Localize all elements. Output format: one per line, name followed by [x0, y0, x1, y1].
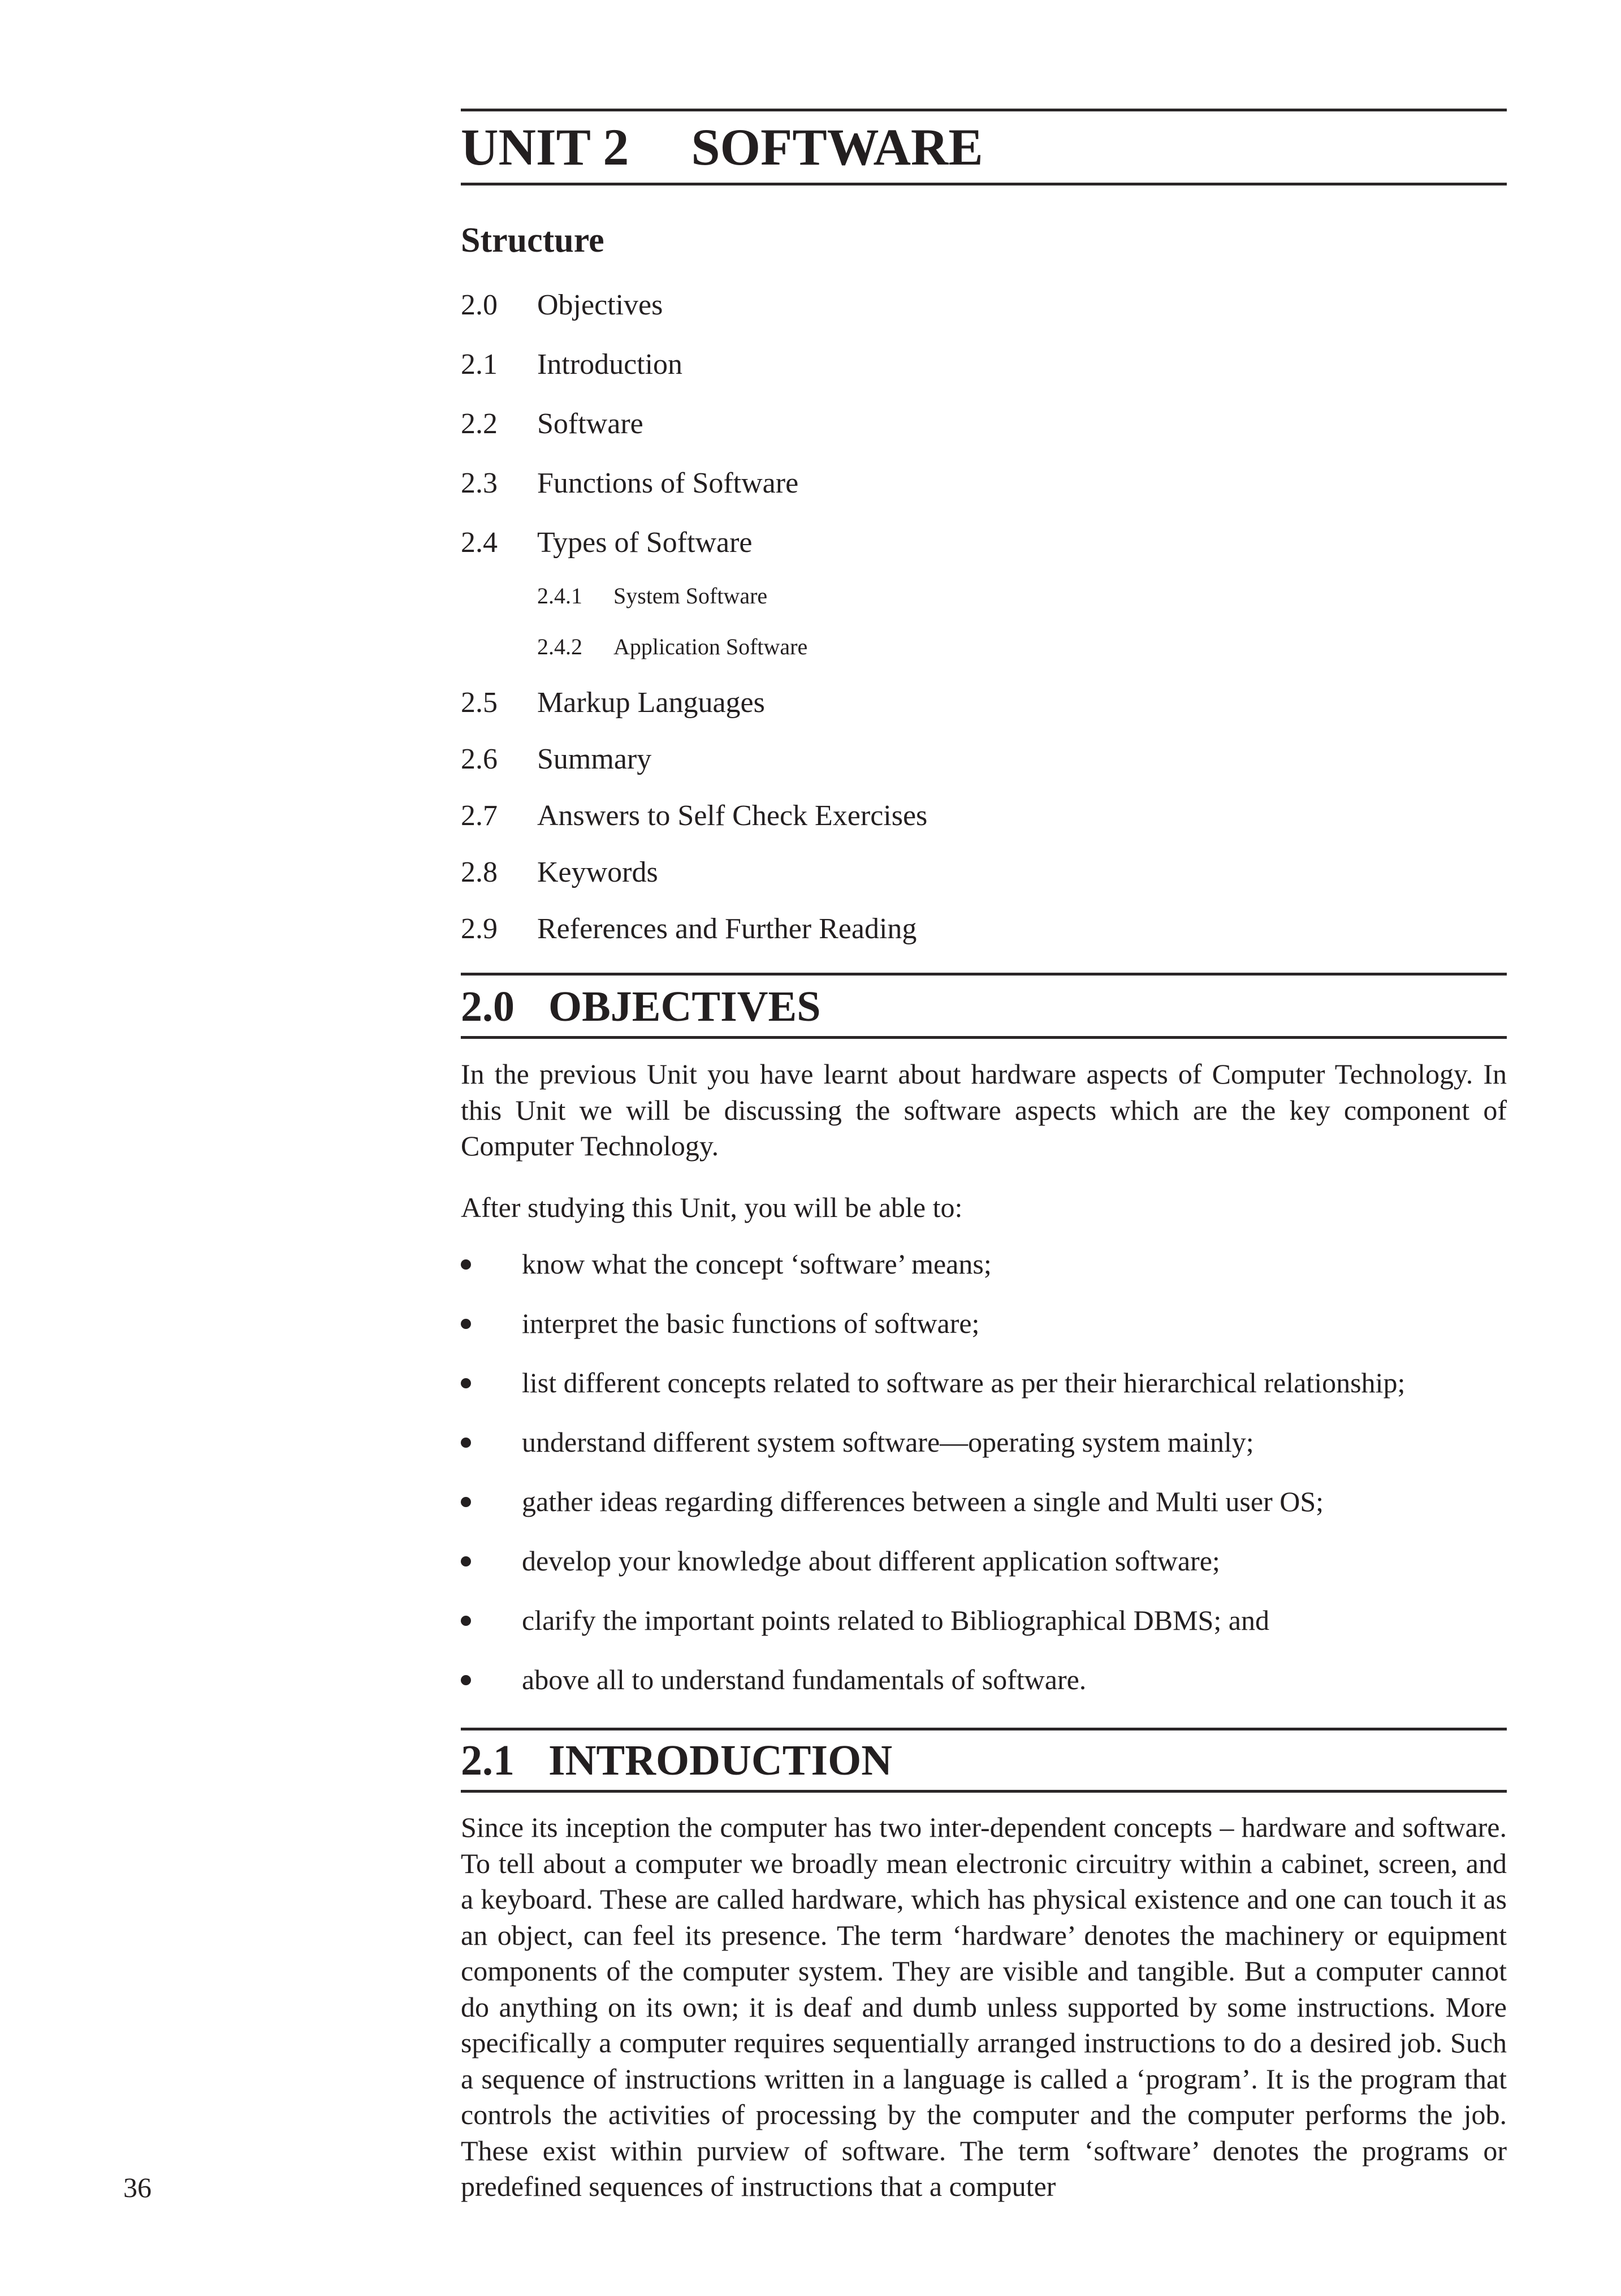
toc-subitem-number: 2.4.1	[537, 583, 582, 608]
bullet-icon	[461, 1556, 471, 1566]
objective-text: interpret the basic functions of software;	[522, 1307, 980, 1339]
toc-item-number: 2.3	[461, 467, 498, 499]
objective-text: gather ideas regarding differences between a single and Multi user OS;	[522, 1486, 1324, 1517]
section-title: INTRODUCTION	[548, 1737, 893, 1784]
toc-item-label: Introduction	[537, 348, 683, 381]
objective-text: above all to understand fundamentals of software.	[522, 1664, 1087, 1695]
page-number: 36	[123, 2172, 152, 2203]
toc-item-label: Summary	[537, 743, 652, 775]
toc-item-label: Types of Software	[537, 526, 753, 559]
objective-text: know what the concept ‘software’ means;	[522, 1248, 992, 1280]
bullet-icon	[461, 1616, 471, 1626]
toc-item-label: Answers to Self Check Exercises	[537, 800, 928, 832]
unit-top-rule	[461, 109, 1507, 111]
toc-subitem-number: 2.4.2	[537, 634, 582, 659]
section-heading-objectives	[461, 981, 821, 1032]
bullet-icon	[461, 1319, 471, 1329]
objectives-intro-paragraph: In the previous Unit you have learnt about hardware aspects of Computer Technology. In this Unit we will be discussing the software aspects which are the key component of Computer Technology.	[461, 1058, 1507, 1162]
toc-item-number: 2.8	[461, 856, 498, 888]
toc-item-label: Objectives	[537, 289, 663, 321]
toc-item-label: Software	[537, 408, 643, 440]
bullet-icon	[461, 1438, 471, 1448]
toc-item-number: 2.7	[461, 800, 498, 832]
toc-item-number: 2.2	[461, 408, 498, 440]
toc-item-number: 2.9	[461, 913, 498, 945]
unit-number: UNIT 2	[461, 118, 629, 176]
introduction-bottom-rule	[461, 1790, 1507, 1793]
toc-item-label: Functions of Software	[537, 467, 799, 499]
bullet-icon	[461, 1497, 471, 1507]
objective-text: develop your knowledge about different application software;	[522, 1545, 1220, 1577]
section-number: 2.1	[461, 1737, 515, 1784]
toc-item-label: References and Further Reading	[537, 913, 917, 945]
toc-item-number: 2.6	[461, 743, 498, 775]
unit-title	[461, 116, 983, 178]
objectives-lead-text: After studying this Unit, you will be able to:	[461, 1192, 963, 1223]
bullet-icon	[461, 1378, 471, 1388]
bullet-icon	[461, 1675, 471, 1685]
introduction-paragraph: Since its inception the computer has two inter-dependent concepts – hardware and software. To tell about a computer we broadly mean electronic circuitry within a cabinet, screen, and a keyboard. These are called hardware, which has physical existence and one can touch it as an object, can feel its presence. The term ‘hardware’ denotes the machinery or equipment components of the computer system. They are visible and tangible. But a computer cannot do anything on its own; it is deaf and dumb unless supported by some instructions. More specifically a computer requires sequentially arranged instructions to do a desired job. Such a sequence of instructions written in a language is called a ‘program’. It is the program that controls the activities of processing by the computer and the computer performs the job. These exist within purview of software. The term ‘software’ denotes the programs or predefined sequences of instructions that a computer	[461, 1811, 1507, 2202]
section-number: 2.0	[461, 983, 515, 1030]
unit-name: SOFTWARE	[691, 118, 983, 176]
objectives-top-rule	[461, 973, 1507, 976]
objective-text: understand different system software—operating system mainly;	[522, 1426, 1254, 1458]
toc-item-number: 2.1	[461, 348, 498, 381]
toc-subitem-label: System Software	[613, 583, 768, 608]
objective-text: clarify the important points related to Bibliographical DBMS; and	[522, 1604, 1269, 1636]
introduction-top-rule	[461, 1728, 1507, 1730]
toc-item-label: Keywords	[537, 856, 658, 888]
bullet-icon	[461, 1259, 471, 1270]
objective-text: list different concepts related to software as per their hierarchical relationship;	[522, 1367, 1406, 1399]
toc-item-label: Markup Languages	[537, 687, 765, 719]
section-heading-introduction	[461, 1735, 892, 1786]
toc-item-number: 2.4	[461, 526, 498, 559]
toc-item-number: 2.5	[461, 687, 498, 719]
structure-heading: Structure	[461, 221, 604, 260]
toc-subitem-label: Application Software	[613, 634, 808, 659]
objectives-bottom-rule	[461, 1036, 1507, 1039]
toc-item-number: 2.0	[461, 289, 498, 321]
unit-bottom-rule	[461, 183, 1507, 185]
section-title: OBJECTIVES	[548, 983, 821, 1030]
